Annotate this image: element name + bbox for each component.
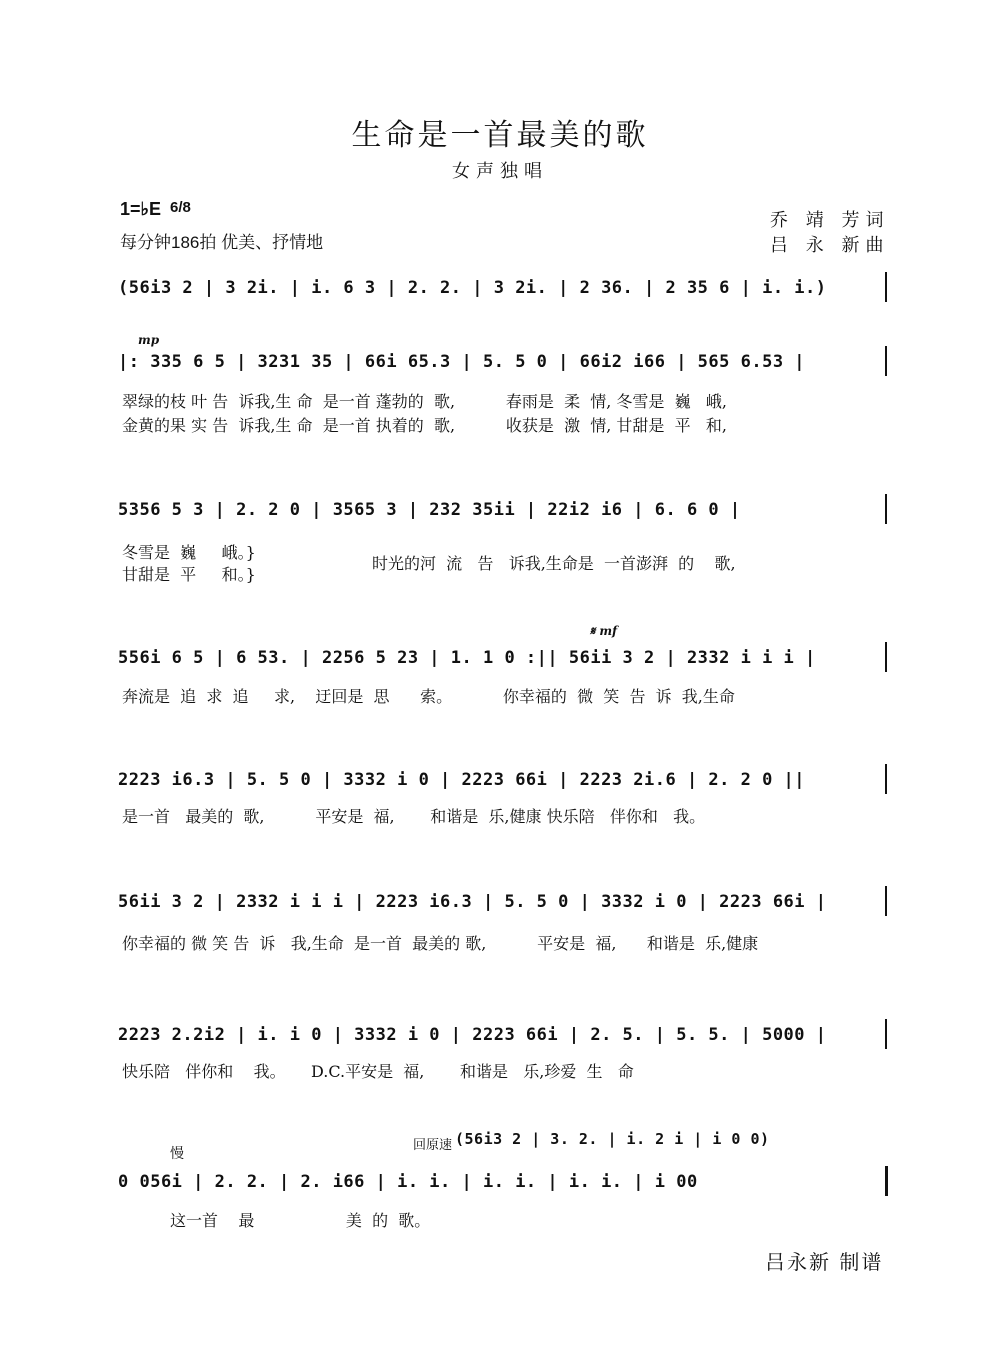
song-title: 生命是一首最美的歌: [351, 118, 649, 153]
lyric-line: 你幸福的 微 笑 告 诉 我,生命 是一首 最美的 歌, 平安是 福, 和谐是 乐,健康: [122, 934, 759, 953]
key-signature: [120, 199, 191, 220]
notation-line-alternate: (56i3 2 | 3. 2. | i. 2 i | i 0 0): [455, 1130, 770, 1148]
lyric-line: 这一首 最 美 的 歌。: [170, 1211, 431, 1230]
lyric-line: 金黄的果 实 告 诉我,生 命 是一首 执着的 歌, 收获是 激 情, 甘甜是 平 和,: [122, 416, 727, 435]
lyric-line: 冬雪是 巍 峨。}: [122, 543, 256, 562]
final-barline: [885, 1166, 888, 1196]
barline: [885, 642, 887, 672]
song-subtitle: 女声独唱: [452, 161, 548, 182]
notation-line: 0 056i | 2. 2. | 2. i66 | i. i. | i. i. | i. i. | i 00: [118, 1172, 698, 1192]
notation-line: 2223 2.2i2 | i. i 0 | 3332 i 0 | 2223 66i | 2. 5. | 5. 5. | 5000 |: [118, 1025, 827, 1045]
barline: [885, 272, 887, 302]
lyricist-credit: 乔 靖 芳词: [770, 210, 890, 231]
notation-line: 2223 i6.3 | 5. 5 0 | 3332 i 0 | 2223 66i | 2223 2i.6 | 2. 2 0 ||: [118, 770, 806, 790]
composer-credit: 吕 永 新曲: [770, 235, 890, 256]
barline: [885, 1019, 887, 1049]
lyric-line: 奔流是 追 求 追 求, 迂回是 思 索。 你幸福的 微 笑 告 诉 我,生命: [122, 687, 735, 706]
segno-dynamic-mark: 𝄋 mf: [590, 624, 618, 638]
notation-line: |: 335 6 5 | 3231 35 | 66i 65.3 | 5. 5 0 | 66i2 i66 | 565 6.53 |: [118, 352, 806, 372]
lyric-line-chorus: 时光的河 流 告 诉我,生命是 一首澎湃 的 歌,: [372, 554, 736, 573]
tempo-marking: 每分钟186拍 优美、抒情地: [120, 233, 324, 252]
barline: [885, 494, 887, 524]
lyric-line: 甘甜是 平 和。}: [122, 565, 256, 584]
notation-line: 5356 5 3 | 2. 2 0 | 3565 3 | 232 35ii | 22i2 i6 | 6. 6 0 |: [118, 500, 741, 520]
barline: [885, 346, 887, 376]
slow-mark: 慢: [170, 1146, 184, 1162]
key-label: 1=♭E: [120, 199, 162, 219]
notation-line: 556i 6 5 | 6 53. | 2256 5 23 | 1. 1 0 :|| 56ii 3 2 | 2332 i i i |: [118, 648, 816, 668]
notation-line: 56ii 3 2 | 2332 i i i | 2223 i6.3 | 5. 5 0 | 3332 i 0 | 2223 66i |: [118, 892, 827, 912]
barline: [885, 764, 887, 794]
time-signature: 6/8: [170, 199, 191, 216]
dynamic-mark: mp: [138, 333, 160, 347]
tempo-return-mark: 回原速: [413, 1138, 453, 1153]
notation-line-intro: (56i3 2 | 3 2i. | i. 6 3 | 2. 2. | 3 2i. | 2 36. | 2 35 6 | i. i.): [118, 278, 827, 298]
barline: [885, 886, 887, 916]
arranger-credit: 吕永新 制谱: [765, 1250, 884, 1274]
lyric-line: 快乐陪 伴你和 我。 D.C.平安是 福, 和谐是 乐,珍爱 生 命: [122, 1062, 634, 1081]
lyric-line: 是一首 最美的 歌, 平安是 福, 和谐是 乐,健康 快乐陪 伴你和 我。: [122, 807, 706, 826]
lyric-line: 翠绿的枝 叶 告 诉我,生 命 是一首 蓬勃的 歌, 春雨是 柔 情, 冬雪是 巍 峨,: [122, 392, 727, 411]
